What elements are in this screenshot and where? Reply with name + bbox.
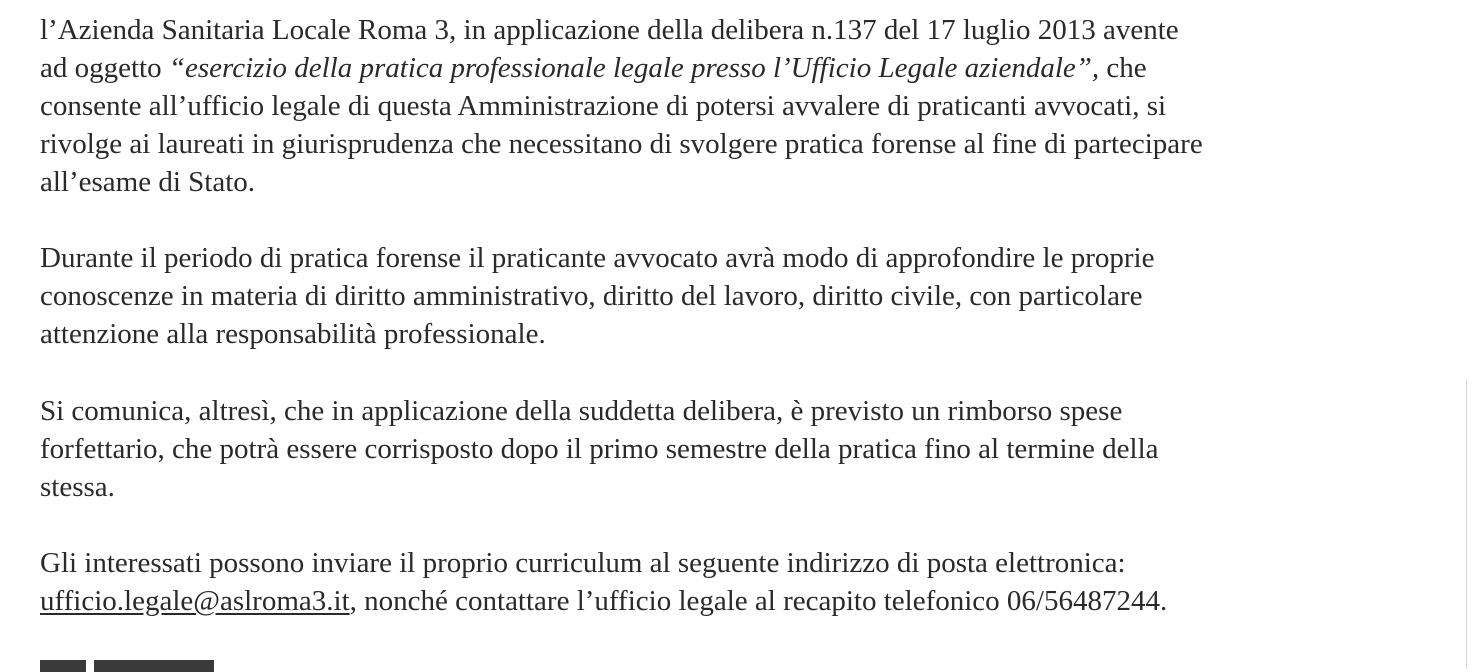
text-line: Durante il periodo di pratica forense il praticante avvocato avrà modo di approfondire le proprie <box>40 242 1155 274</box>
text-line: forfettario, che potrà essere corrisposto dopo il primo semestre della pratica fino al termine della <box>40 433 1159 465</box>
text-line: rivolge ai laureati in giurisprudenza che necessitano di svolgere pratica forense al fine di partecipare <box>40 128 1203 160</box>
text-line: conoscenze in materia di diritto amministrativo, diritto del lavoro, diritto civile, con particolare <box>40 280 1143 312</box>
text-segment: ad oggetto <box>40 52 169 84</box>
email-link[interactable]: ufficio.legale@aslroma3.it <box>40 585 350 617</box>
paragraph-training <box>40 239 1460 353</box>
text-line: all’esame di Stato. <box>40 166 256 198</box>
text-line <box>40 582 1460 620</box>
cut-off-next-line <box>40 660 280 672</box>
scan-edge-line <box>1466 380 1467 669</box>
text-line: Si comunica, altresì, che in applicazione della suddetta delibera, è previsto un rimborso spese <box>40 395 1123 427</box>
text-line <box>40 49 1460 87</box>
text-segment: , nonché contattare l’ufficio legale al recapito telefonico 06/56487244. <box>349 585 1168 617</box>
quoted-subject: “esercizio della pratica professionale legale presso l’Ufficio Legale aziendale”, <box>168 52 1100 84</box>
text-line: Gli interessati possono inviare il proprio curriculum al seguente indirizzo di posta elettronica: <box>40 547 1126 579</box>
paragraph-contact <box>40 544 1460 620</box>
text-line: consente all’ufficio legale di questa Amministrazione di potersi avvalere di praticanti avvocati, si <box>40 90 1167 122</box>
paragraph-reimbursement <box>40 392 1460 506</box>
paragraph-intro <box>40 11 1460 201</box>
document-body <box>40 11 1460 620</box>
text-segment: che <box>1099 52 1147 84</box>
text-line: l’Azienda Sanitaria Locale Roma 3, in applicazione della delibera n.137 del 17 luglio 2013 avente <box>40 14 1179 46</box>
text-line: attenzione alla responsabilità professionale. <box>40 318 546 350</box>
text-line: stessa. <box>40 471 115 503</box>
